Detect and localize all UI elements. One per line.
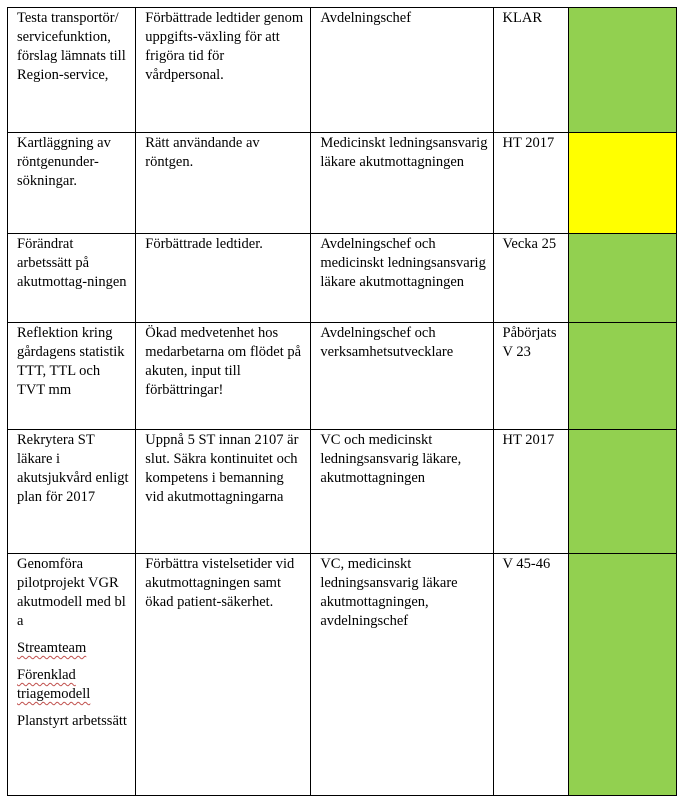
activity-item: Streamteam: [17, 640, 87, 656]
responsible-cell: Medicinskt ledningsansvarig läkare akutmottagningen: [311, 133, 493, 234]
status-cell: [569, 8, 677, 133]
activity-cell: Testa transportör/ servicefunktion, förslag lämnats till Region-service,: [8, 8, 136, 133]
activity-cell: Rekrytera ST läkare i akutsjukvård enligt plan för 2017: [8, 430, 136, 554]
table-row: [8, 234, 677, 323]
effect-cell: Rätt användande av röntgen.: [136, 133, 311, 234]
activity-item: Planstyrt arbetssätt: [17, 713, 127, 729]
activity-cell: Kartläggning av röntgenunder-sökningar.: [8, 133, 136, 234]
activity-cell: Genomföra pilotprojekt VGR akutmodell med bl a Streamteam Förenklad triagemodell Planstyrt arbetssätt: [8, 554, 136, 796]
activity-cell: Reflektion kring gårdagens statistik TTT, TTL och TVT mm: [8, 323, 136, 430]
effect-cell: Förbättrade ledtider genom uppgifts-växling för att frigöra tid för vårdpersonal.: [136, 8, 311, 133]
table-row: [8, 554, 677, 796]
table-row: [8, 8, 677, 133]
effect-cell: Ökad medvetenhet hos medarbetarna om flödet på akuten, input till förbättringar!: [136, 323, 311, 430]
status-cell: [569, 234, 677, 323]
responsible-cell: Avdelningschef och medicinskt ledningsansvarig läkare akutmottagningen: [311, 234, 493, 323]
table-row: [8, 323, 677, 430]
table-row: [8, 133, 677, 234]
status-cell: [569, 133, 677, 234]
activity-cell: Förändrat arbetssätt på akutmottag-ningen: [8, 234, 136, 323]
status-cell: [569, 323, 677, 430]
effect-cell: Uppnå 5 ST innan 2107 är slut. Säkra kontinuitet och kompetens i bemanning vid akutmottagningarna: [136, 430, 311, 554]
responsible-cell: Avdelningschef och verksamhetsutvecklare: [311, 323, 493, 430]
action-plan-table: [7, 7, 677, 796]
when-cell: Vecka 25: [493, 234, 569, 323]
responsible-cell: VC, medicinskt ledningsansvarig läkare akutmottagningen, avdelningschef: [311, 554, 493, 796]
status-cell: [569, 554, 677, 796]
effect-cell: Förbättra vistelsetider vid akutmottagningen samt ökad patient-säkerhet.: [136, 554, 311, 796]
when-cell: KLAR: [493, 8, 569, 133]
when-cell: HT 2017: [493, 430, 569, 554]
table-row: [8, 430, 677, 554]
responsible-cell: Avdelningschef: [311, 8, 493, 133]
effect-cell: Förbättrade ledtider.: [136, 234, 311, 323]
when-cell: V 45-46: [493, 554, 569, 796]
status-cell: [569, 430, 677, 554]
when-cell: Påbörjats V 23: [493, 323, 569, 430]
responsible-cell: VC och medicinskt ledningsansvarig läkare, akutmottagningen: [311, 430, 493, 554]
activity-item: Förenklad triagemodell: [17, 667, 91, 702]
when-cell: HT 2017: [493, 133, 569, 234]
